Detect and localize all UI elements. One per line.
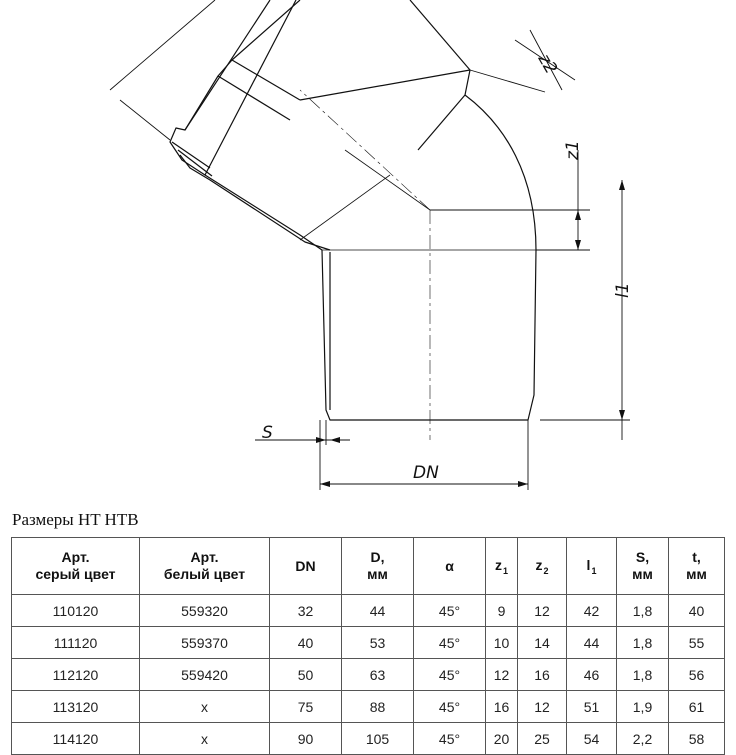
spigot-body [322, 250, 536, 420]
header-art-grey: Арт. серый цвет [12, 538, 140, 595]
table-cell: 88 [342, 691, 414, 723]
table-cell: 16 [486, 691, 518, 723]
table-cell: 32 [270, 595, 342, 627]
table-cell: 44 [567, 627, 617, 659]
table-cell: 1,8 [617, 659, 669, 691]
table-row [12, 659, 725, 691]
header-row [12, 538, 725, 595]
header-l1: $l_1$ [567, 538, 617, 595]
header-t: t, мм [669, 538, 725, 595]
table-cell: 58 [669, 723, 725, 755]
table-cell: 559320 [140, 595, 270, 627]
table-cell: 44 [342, 595, 414, 627]
table-cell: 40 [270, 627, 342, 659]
z2-label: z2 [533, 50, 561, 78]
table-cell: 75 [270, 691, 342, 723]
table-cell: 105 [342, 723, 414, 755]
table-cell: 16 [518, 659, 567, 691]
l1-label: l1 [613, 282, 633, 298]
header-s: S, мм [617, 538, 669, 595]
table-cell: 63 [342, 659, 414, 691]
table-cell: 54 [567, 723, 617, 755]
elbow-outer-curve [465, 95, 536, 250]
header-d: D, мм [342, 538, 414, 595]
table-cell: 50 [270, 659, 342, 691]
table-cell: 559420 [140, 659, 270, 691]
dimensions-table [11, 537, 725, 755]
table-cell: 45° [414, 595, 486, 627]
table-cell: 45° [414, 659, 486, 691]
table-cell: 10 [486, 627, 518, 659]
table-cell: 45° [414, 723, 486, 755]
z1-label: z1 [563, 140, 583, 160]
table-cell: x [140, 691, 270, 723]
table-row [12, 595, 725, 627]
table-cell: 40 [669, 595, 725, 627]
table-cell: 2,2 [617, 723, 669, 755]
table-cell: 25 [518, 723, 567, 755]
table-cell: 111120 [12, 627, 140, 659]
table-cell: 20 [486, 723, 518, 755]
table-cell: 42 [567, 595, 617, 627]
table-cell: 12 [486, 659, 518, 691]
table-cell: 113120 [12, 691, 140, 723]
dn-label: DN [413, 463, 439, 483]
header-z1: $z_1$ [486, 538, 518, 595]
table-cell: 110120 [12, 595, 140, 627]
table-cell: x [140, 723, 270, 755]
table-cell: 53 [342, 627, 414, 659]
header-dn: DN [270, 538, 342, 595]
table-cell: 51 [567, 691, 617, 723]
table-cell: 46 [567, 659, 617, 691]
table-cell: 56 [669, 659, 725, 691]
table-cell: 14 [518, 627, 567, 659]
header-z2: $z_2$ [518, 538, 567, 595]
table-caption: Размеры HT HTB [12, 510, 139, 529]
table-cell: 45° [414, 691, 486, 723]
table-cell: 12 [518, 595, 567, 627]
table-cell: 114120 [12, 723, 140, 755]
table-cell: 12 [518, 691, 567, 723]
table-cell: 55 [669, 627, 725, 659]
table-cell: 61 [669, 691, 725, 723]
table-cell: 559370 [140, 627, 270, 659]
table-row [12, 691, 725, 723]
table-cell: 9 [486, 595, 518, 627]
header-art-white: Арт. белый цвет [140, 538, 270, 595]
table-cell: 45° [414, 627, 486, 659]
table-cell: 1,8 [617, 627, 669, 659]
table-cell: 1,8 [617, 595, 669, 627]
table-cell: 1,9 [617, 691, 669, 723]
s-label: S [262, 423, 273, 443]
table-row [12, 627, 725, 659]
header-alpha: α [414, 538, 486, 595]
table-cell: 90 [270, 723, 342, 755]
table-cell: 112120 [12, 659, 140, 691]
